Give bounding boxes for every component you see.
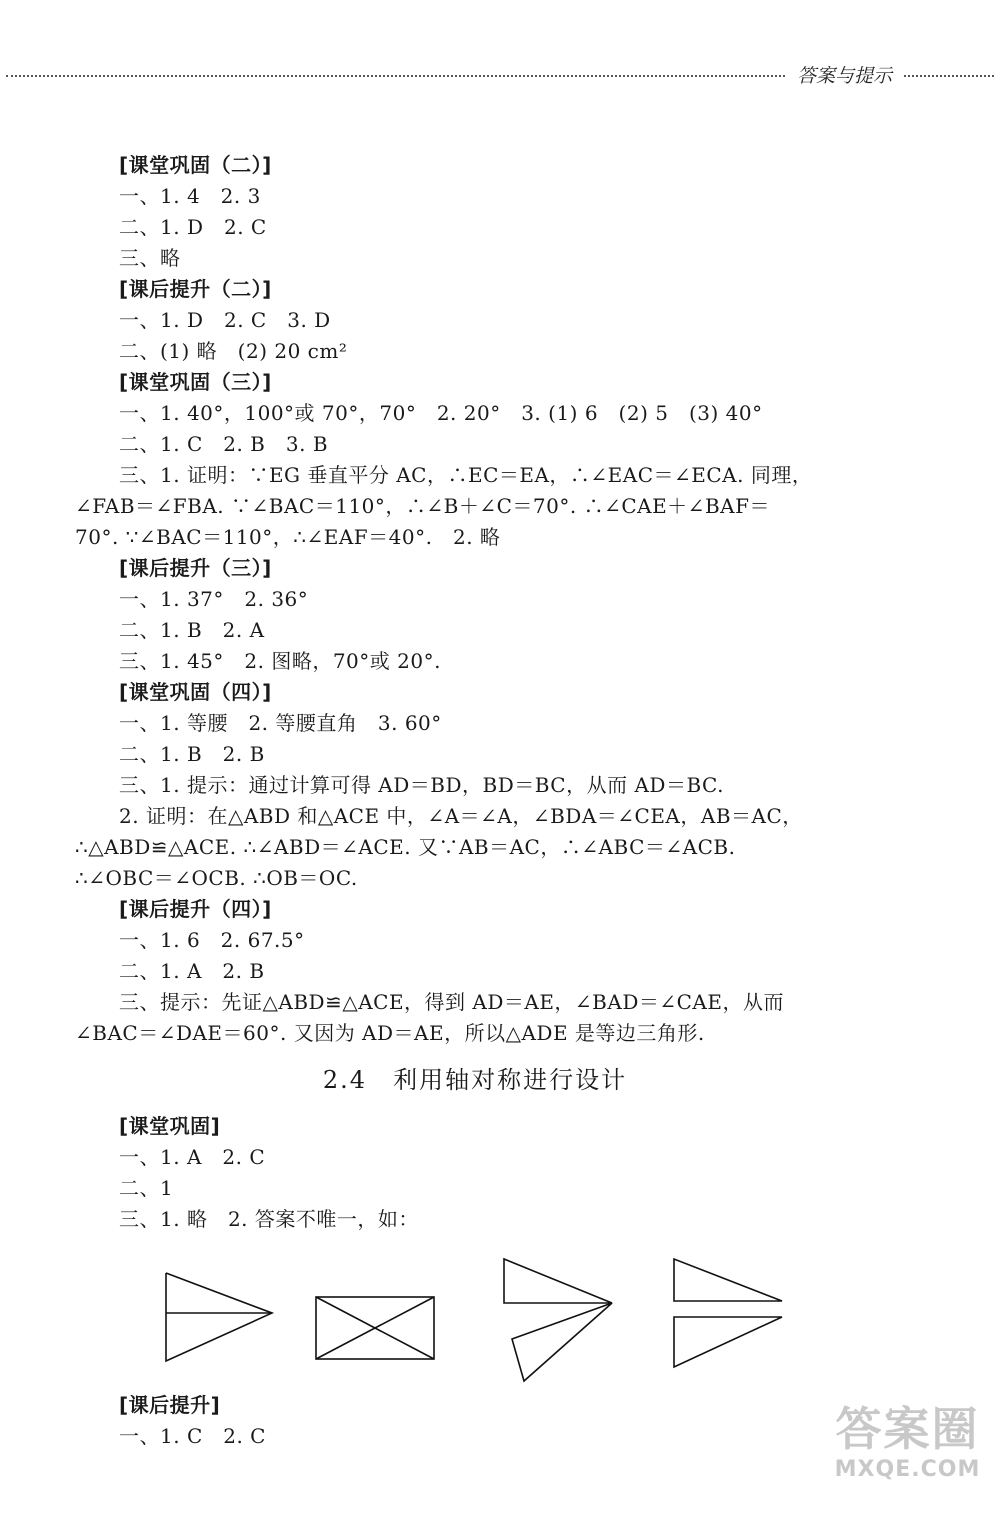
watermark-text: 答案圈: [835, 1402, 980, 1456]
watermark-domain: MXQE.COM: [834, 1457, 981, 1482]
answer-line-continued: ∴∠OBC＝∠OCB. ∴OB＝OC.: [75, 866, 358, 890]
answer-line: 2. 证明：在△ABD 和△ACE 中，∠A＝∠A，∠BDA＝∠CEA，AB＝AC，: [119, 804, 803, 828]
answer-line-continued: 70°. ∵∠BAC＝110°，∴∠EAF＝40°. 2. 略: [75, 525, 501, 549]
answer-line: 二、(1) 略 (2) 20 cm²: [119, 339, 348, 363]
answer-line: 三、1. 45° 2. 图略，70°或 20°.: [119, 649, 441, 673]
answer-line: 三、1. 略 2. 答案不唯一，如：: [119, 1207, 419, 1231]
subsection-heading: [课后提升（二）]: [119, 277, 272, 301]
subsection-heading: [课堂巩固（二）]: [119, 153, 272, 177]
answer-line: 二、1. D 2. C: [119, 215, 267, 239]
answer-line: 一、1. 37° 2. 36°: [119, 587, 309, 611]
answer-line: 二、1. B 2. A: [119, 618, 265, 642]
watermark-logo: [830, 1401, 985, 1511]
answer-line: 三、1. 证明：∵EG 垂直平分 AC，∴EC＝EA，∴∠EAC＝∠ECA. 同理，: [119, 463, 813, 487]
answer-line-continued: ∠FAB＝∠FBA. ∵∠BAC＝110°，∴∠B＋∠C＝70°. ∴∠CAE＋∠BAF＝: [75, 494, 770, 518]
answer-line: 三、提示：先证△ABD≌△ACE，得到 AD＝AE，∠BAD＝∠CAE，从而: [119, 990, 784, 1014]
answer-line: 三、1. 提示：通过计算可得 AD＝BD，BD＝BC，从而 AD＝BC.: [119, 773, 724, 797]
page-header: [6, 62, 994, 86]
answer-line: 三、略: [119, 246, 181, 270]
answer-line: 二、1. C 2. B 3. B: [119, 432, 329, 456]
answer-line-continued: ∠BAC＝∠DAE＝60°. 又因为 AD＝AE，所以△ADE 是等边三角形.: [75, 1021, 705, 1045]
figure-kite-right: [160, 1255, 280, 1365]
figure-bowtie-rect: [310, 1255, 440, 1365]
section-title: 2.4 利用轴对称进行设计: [322, 1066, 628, 1094]
answer-line: 一、1. 6 2. 67.5°: [119, 928, 305, 952]
header-dots-right: [904, 75, 994, 77]
answer-line: 二、1: [119, 1176, 174, 1200]
header-dots-left: [6, 75, 785, 77]
header-title: 答案与提示: [796, 64, 892, 87]
answer-line: 一、1. 4 2. 3: [119, 184, 261, 208]
answer-line: 一、1. D 2. C 3. D: [119, 308, 331, 332]
answer-line: 一、1. A 2. C: [119, 1145, 266, 1169]
subsection-heading: [课后提升]: [119, 1393, 221, 1417]
figure-split-triangles: [500, 1255, 630, 1385]
answer-line: 一、1. C 2. C: [119, 1424, 266, 1448]
answer-line: 一、1. 等腰 2. 等腰直角 3. 60°: [119, 711, 442, 735]
figure-mirrored-triangles: [670, 1255, 800, 1380]
answer-line: 二、1. A 2. B: [119, 959, 265, 983]
answer-line-continued: ∴△ABD≌△ACE. ∴∠ABD＝∠ACE. 又∵AB＝AC，∴∠ABC＝∠ACB.: [75, 835, 736, 859]
subsection-heading: [课后提升（三）]: [119, 556, 272, 580]
answer-line: 二、1. B 2. B: [119, 742, 265, 766]
subsection-heading: [课后提升（四）]: [119, 897, 272, 921]
symmetry-figures: [160, 1255, 800, 1395]
subsection-heading: [课堂巩固]: [119, 1114, 221, 1138]
answer-line: 一、1. 40°，100°或 70°，70° 2. 20° 3. (1) 6 (2) 5 (3) 40°: [119, 401, 763, 425]
subsection-heading: [课堂巩固（四）]: [119, 680, 272, 704]
subsection-heading: [课堂巩固（三）]: [119, 370, 272, 394]
